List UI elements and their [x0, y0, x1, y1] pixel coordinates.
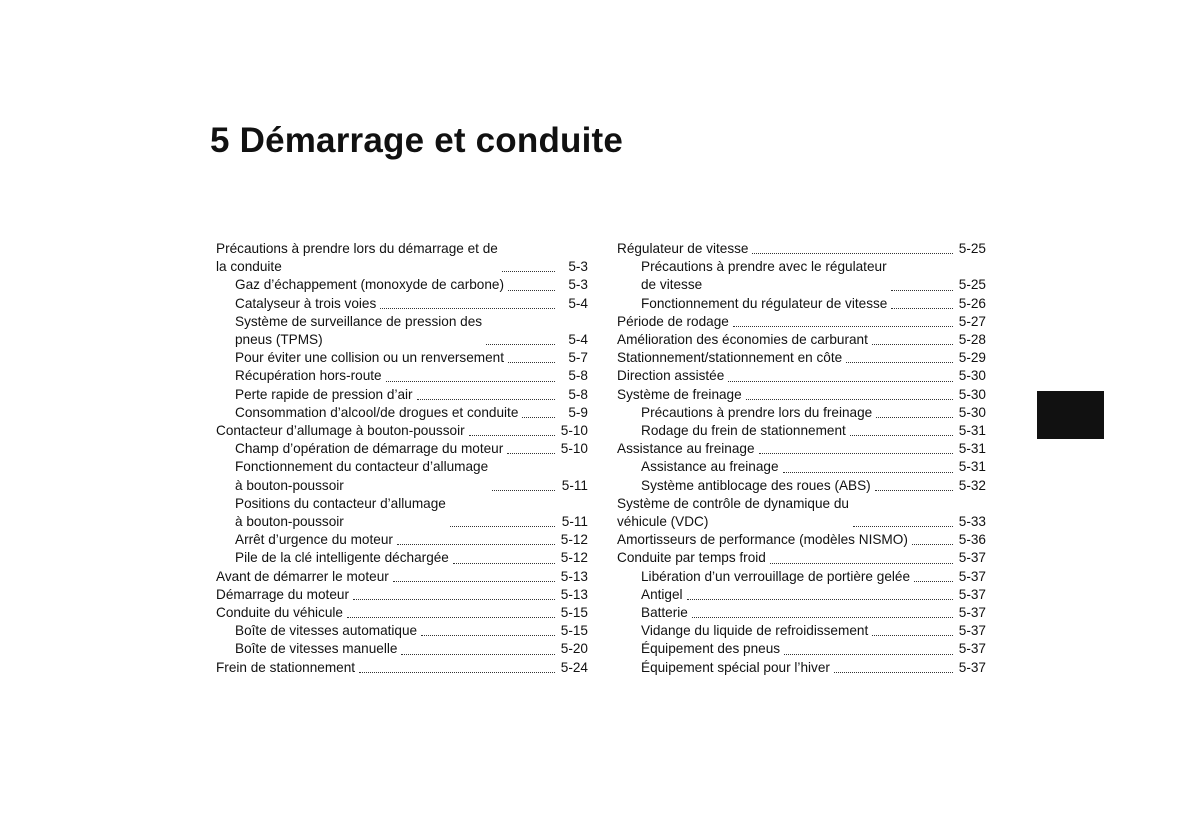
toc-entry-title: [641, 568, 910, 586]
toc-page-number: 5-11: [561, 477, 588, 493]
toc-entry-title: [617, 386, 742, 404]
toc-entry-title: [235, 622, 417, 640]
toc-entry-title-line: Fonctionnement du régulateur de vitesse: [641, 295, 888, 311]
toc-entry-title-line: pneus (TPMS): [235, 332, 323, 348]
toc-entry-title: [216, 422, 465, 440]
dot-leader: [522, 417, 555, 418]
toc-entry[interactable]: [216, 440, 588, 458]
toc-entry[interactable]: [617, 258, 986, 294]
toc-page-number: 5-31: [958, 459, 986, 475]
toc-entry-title: [641, 458, 779, 476]
toc-page-number: 5-3: [568, 277, 588, 293]
toc-entry-title-line: Rodage du frein de stationnement: [641, 423, 846, 439]
toc-entry[interactable]: [216, 495, 588, 531]
toc-entry[interactable]: [216, 276, 588, 294]
toc-entry[interactable]: [216, 586, 588, 604]
toc-entry-title-line: Système de contrôle de dynamique du: [617, 495, 849, 511]
dot-leader: [759, 453, 953, 454]
dot-leader: [486, 344, 555, 345]
toc-entry-title-line: Boîte de vitesses manuelle: [235, 641, 398, 657]
toc-entry-title-line: Gaz d’échappement (monoxyde de carbone): [235, 277, 505, 293]
toc-entry-title-line: Boîte de vitesses automatique: [235, 623, 418, 639]
dot-leader: [912, 544, 953, 545]
toc-entry[interactable]: [216, 458, 588, 494]
toc-entry[interactable]: [617, 477, 986, 495]
toc-entry-title: [235, 295, 376, 313]
toc-entry-title: [641, 295, 887, 313]
dot-leader: [853, 526, 953, 527]
dot-leader: [386, 381, 555, 382]
toc-entry-title-line: Antigel: [641, 586, 683, 602]
toc-entry[interactable]: [216, 549, 588, 567]
toc-entry-title-line: Consommation d’alcool/de drogues et conduite: [235, 404, 519, 420]
toc-entry[interactable]: [617, 586, 986, 604]
toc-entry-title: [617, 531, 908, 549]
toc-entry-title-line: Catalyseur à trois voies: [235, 295, 377, 311]
dot-leader: [914, 581, 953, 582]
toc-page-number: 5-4: [568, 332, 588, 348]
toc-entry[interactable]: [216, 659, 588, 677]
dot-leader: [770, 563, 953, 564]
toc-page-number: 5-37: [958, 586, 986, 602]
toc-entry-title: [617, 367, 724, 385]
toc-page-number: 5-10: [560, 423, 588, 439]
toc-entry-title-line: Récupération hors-route: [235, 368, 382, 384]
chapter-title: 5 Démarrage et conduite: [210, 121, 624, 160]
toc-entry-title-line: Pour éviter une collision ou un renversement: [235, 350, 505, 366]
dot-leader: [492, 490, 555, 491]
toc-entry[interactable]: [617, 659, 986, 677]
toc-entry-title: [641, 622, 868, 640]
toc-entry-title-line: Système de freinage: [617, 386, 742, 402]
dot-leader: [783, 472, 953, 473]
toc-entry-title: [216, 659, 355, 677]
toc-entry[interactable]: [617, 313, 986, 331]
toc-entry-title-line: Assistance au freinage: [617, 441, 755, 457]
toc-left-column: [216, 240, 588, 677]
toc-entry-title-line: à bouton-poussoir: [235, 477, 344, 493]
toc-entry[interactable]: [216, 240, 588, 276]
toc-entry-title-line: Équipement des pneus: [641, 641, 781, 657]
dot-leader: [846, 362, 953, 363]
toc-entry-title: [617, 331, 868, 349]
toc-entry-title-line: Système antiblocage des roues (ABS): [641, 477, 871, 493]
toc-entry-title-line: Régulateur de vitesse: [617, 241, 749, 256]
toc-entry-title: [235, 549, 449, 567]
toc-entry-title: [235, 458, 488, 494]
toc-page-number: 5-9: [568, 404, 588, 420]
dot-leader: [469, 435, 555, 436]
toc-entry-title-line: à bouton-poussoir: [235, 514, 344, 530]
toc-entry-title: [216, 604, 343, 622]
toc-entry-title: [235, 495, 446, 531]
toc-entry-title-line: Libération d’un verrouillage de portière gelée: [641, 568, 911, 584]
dot-leader: [746, 399, 953, 400]
toc-entry-title-line: Démarrage du moteur: [216, 586, 349, 602]
toc-entry-title-line: Avant de démarrer le moteur: [216, 568, 389, 584]
toc-entry[interactable]: [216, 622, 588, 640]
dot-leader: [507, 453, 555, 454]
toc-entry-title-line: Conduite par temps froid: [617, 550, 766, 566]
toc-page-number: 5-31: [958, 441, 986, 457]
dot-leader: [397, 544, 555, 545]
toc-page-number: 5-24: [560, 659, 588, 675]
chapter-tab-marker: [1037, 391, 1104, 439]
dot-leader: [784, 654, 953, 655]
toc-entry-title-line: Direction assistée: [617, 368, 725, 384]
dot-leader: [359, 672, 555, 673]
dot-leader: [347, 617, 555, 618]
toc-entry[interactable]: [216, 349, 588, 367]
dot-leader: [872, 344, 953, 345]
toc-page-number: 5-37: [958, 623, 986, 639]
toc-entry-title-line: la conduite: [216, 259, 282, 275]
toc-entry-title-line: Arrêt d’urgence du moteur: [235, 532, 393, 548]
dot-leader: [728, 381, 953, 382]
toc-entry-title: [641, 258, 887, 294]
toc-entry[interactable]: [617, 440, 986, 458]
toc-page-number: 5-3: [568, 259, 588, 275]
toc-entry-title: [216, 568, 389, 586]
toc-entry-title-line: Contacteur d’allumage à bouton-poussoir: [216, 423, 465, 439]
toc-page-number: 5-15: [560, 623, 588, 639]
toc-page-number: 5-37: [958, 550, 986, 566]
dot-leader: [850, 435, 953, 436]
toc-entry[interactable]: [617, 240, 986, 258]
toc-entry-title: [216, 586, 349, 604]
toc-entry[interactable]: [617, 549, 986, 567]
toc-entry[interactable]: [216, 640, 588, 658]
toc-page-number: 5-7: [568, 350, 588, 366]
toc-entry-title: [617, 549, 766, 567]
dot-leader: [421, 635, 555, 636]
toc-entry-title: [617, 440, 755, 458]
toc-entry[interactable]: [617, 604, 986, 622]
toc-entry[interactable]: [617, 367, 986, 385]
toc-entry[interactable]: [617, 295, 986, 313]
dot-leader: [453, 563, 555, 564]
toc-page-number: 5-13: [560, 586, 588, 602]
toc-entry-title: [235, 440, 503, 458]
toc-entry[interactable]: [216, 404, 588, 422]
toc-entry-title-line: véhicule (VDC): [617, 514, 709, 530]
toc-page-number: 5-25: [958, 241, 986, 256]
dot-leader: [875, 490, 953, 491]
toc-page-number: 5-28: [958, 332, 986, 348]
toc-entry[interactable]: [617, 622, 986, 640]
dot-leader: [380, 308, 555, 309]
toc-page-number: 5-11: [561, 514, 588, 530]
toc-entry[interactable]: [216, 422, 588, 440]
toc-entry-title-line: Amélioration des économies de carburant: [617, 332, 868, 348]
toc-entry-title-line: Fonctionnement du contacteur d’allumage: [235, 459, 489, 475]
dot-leader: [876, 417, 953, 418]
toc-right-column: [617, 240, 986, 677]
toc-entry[interactable]: [216, 295, 588, 313]
toc-entry-title: [617, 240, 748, 258]
toc-entry[interactable]: [617, 386, 986, 404]
toc-page-number: 5-29: [958, 350, 986, 366]
toc-entry-title-line: Vidange du liquide de refroidissement: [641, 623, 869, 639]
toc-page-number: 5-12: [560, 550, 588, 566]
toc-entry[interactable]: [216, 367, 588, 385]
toc-entry-title-line: Précautions à prendre lors du démarrage et de: [216, 241, 498, 256]
dot-leader: [508, 362, 555, 363]
toc-entry-title-line: Perte rapide de pression d’air: [235, 386, 413, 402]
toc-entry-title: [641, 586, 683, 604]
toc-entry-title-line: Système de surveillance de pression des: [235, 313, 483, 329]
toc-entry[interactable]: [617, 495, 986, 531]
dot-leader: [834, 672, 953, 673]
toc-page-number: 5-8: [568, 386, 588, 402]
toc-page-number: 5-31: [958, 423, 986, 439]
toc-page-number: 5-30: [958, 386, 986, 402]
toc-page-number: 5-12: [560, 532, 588, 548]
toc-entry[interactable]: [617, 640, 986, 658]
toc-entry-title: [235, 276, 504, 294]
toc-entry-title-line: Précautions à prendre lors du freinage: [641, 404, 873, 420]
toc-entry-title: [617, 313, 729, 331]
toc-entry-title-line: Amortisseurs de performance (modèles NISMO): [617, 532, 908, 548]
toc-entry-title-line: Champ d’opération de démarrage du moteur: [235, 441, 504, 457]
toc-entry-title: [216, 240, 498, 276]
dot-leader: [508, 290, 555, 291]
toc-entry[interactable]: [617, 568, 986, 586]
toc-entry[interactable]: [216, 313, 588, 349]
toc-entry-title: [235, 640, 397, 658]
toc-entry-title: [235, 531, 393, 549]
toc-entry[interactable]: [617, 531, 986, 549]
dot-leader: [891, 308, 953, 309]
toc-entry[interactable]: [617, 331, 986, 349]
toc-page-number: 5-32: [958, 477, 986, 493]
dot-leader: [687, 599, 953, 600]
toc-entry-title: [617, 349, 842, 367]
dot-leader: [752, 253, 953, 254]
toc-entry-title-line: Assistance au freinage: [641, 459, 779, 475]
toc-entry-title-line: Positions du contacteur d’allumage: [235, 495, 446, 511]
toc-entry[interactable]: [216, 568, 588, 586]
toc-entry-title-line: Frein de stationnement: [216, 659, 356, 675]
toc-entry-title: [235, 349, 504, 367]
toc-entry-title-line: Précautions à prendre avec le régulateur: [641, 259, 887, 275]
dot-leader: [692, 617, 953, 618]
toc-entry-title: [617, 495, 849, 531]
toc-page-number: 5-33: [958, 514, 986, 530]
toc-entry[interactable]: [617, 349, 986, 367]
toc-page-number: 5-37: [958, 568, 986, 584]
toc-page-number: 5-8: [568, 368, 588, 384]
toc-entry-title-line: de vitesse: [641, 277, 703, 293]
toc-entry[interactable]: [216, 531, 588, 549]
toc-page-number: 5-15: [560, 605, 588, 621]
toc-entry-title-line: Équipement spécial pour l’hiver: [641, 659, 830, 675]
dot-leader: [733, 326, 953, 327]
toc-entry[interactable]: [216, 386, 588, 404]
toc-entry[interactable]: [617, 422, 986, 440]
toc-entry-title: [641, 422, 846, 440]
toc-page-number: 5-37: [958, 659, 986, 675]
dot-leader: [353, 599, 555, 600]
toc-entry-title-line: Pile de la clé intelligente déchargée: [235, 550, 449, 566]
toc-page-number: 5-26: [958, 295, 986, 311]
toc-page-number: 5-30: [958, 404, 986, 420]
toc-page-number: 5-4: [568, 295, 588, 311]
toc-entry-title-line: Stationnement/stationnement en côte: [617, 350, 843, 366]
toc-page-number: 5-30: [958, 368, 986, 384]
toc-entry-title: [235, 404, 518, 422]
toc-page-number: 5-20: [560, 641, 588, 657]
toc-entry-title: [641, 477, 871, 495]
toc-page-number: 5-10: [560, 441, 588, 457]
dot-leader: [401, 654, 555, 655]
toc-entry-title: [641, 659, 830, 677]
toc-page-number: 5-37: [958, 641, 986, 657]
dot-leader: [417, 399, 555, 400]
dot-leader: [502, 271, 555, 272]
toc-entry-title: [235, 367, 382, 385]
toc-page-number: 5-27: [958, 313, 986, 329]
toc-entry-title: [641, 604, 688, 622]
dot-leader: [891, 290, 953, 291]
toc-entry-title: [235, 386, 413, 404]
toc-entry-title: [641, 404, 872, 422]
dot-leader: [450, 526, 555, 527]
toc-entry-title: [641, 640, 780, 658]
dot-leader: [872, 635, 953, 636]
toc-entry-title-line: Conduite du véhicule: [216, 605, 343, 621]
toc-entry-title-line: Batterie: [641, 605, 688, 621]
dot-leader: [393, 581, 555, 582]
toc-entry[interactable]: [617, 458, 986, 476]
toc-page-number: 5-25: [958, 277, 986, 293]
toc-page-number: 5-37: [958, 605, 986, 621]
toc-entry[interactable]: [216, 604, 588, 622]
toc-entry[interactable]: [617, 404, 986, 422]
toc-page-number: 5-36: [958, 532, 986, 548]
toc-page-number: 5-13: [560, 568, 588, 584]
toc-entry-title-line: Période de rodage: [617, 313, 729, 329]
toc-entry-title: [235, 313, 482, 349]
